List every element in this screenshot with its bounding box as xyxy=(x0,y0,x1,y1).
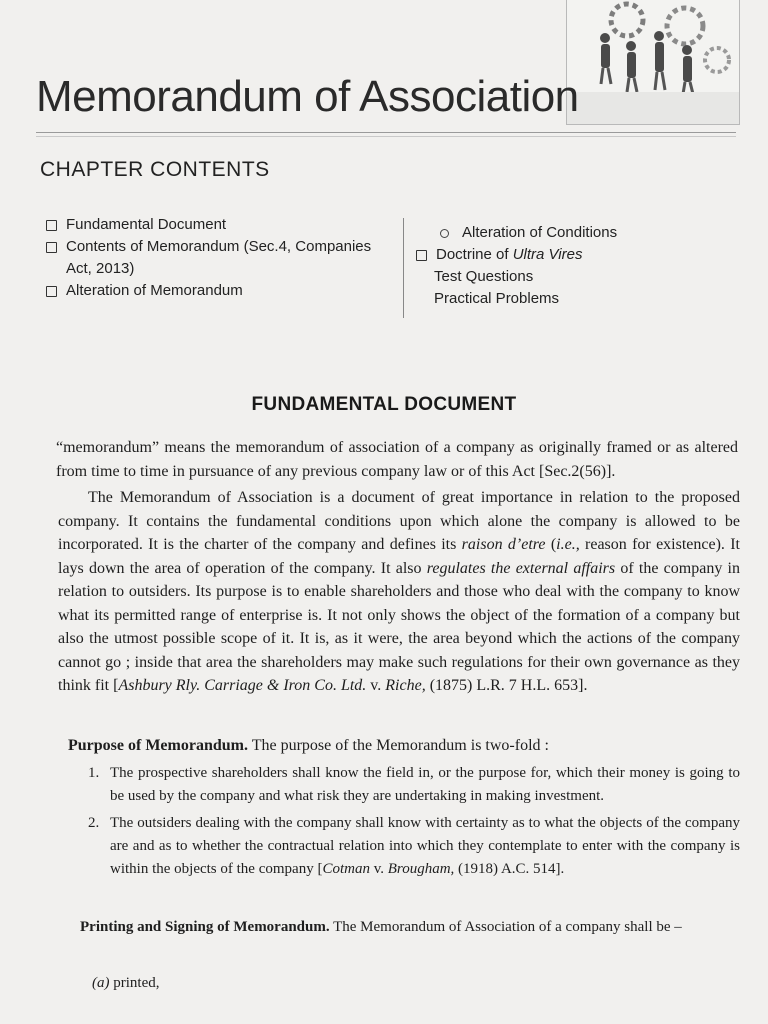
text-run: v. xyxy=(369,861,388,877)
text-run: (1875) L.R. 7 H.L. 653]. xyxy=(425,677,588,694)
case-citation: Riche, xyxy=(385,677,426,694)
chapter-photo xyxy=(566,0,740,125)
toc-item-label: Practical Problems xyxy=(434,290,560,307)
toc-divider xyxy=(403,218,404,318)
toc-item xyxy=(414,244,694,266)
toc-item-label: Alteration of Memorandum xyxy=(66,282,243,299)
purpose-list xyxy=(82,762,740,885)
page-title: Memorandum of Association xyxy=(36,72,579,121)
text-run: printed, xyxy=(109,975,160,991)
toc-item xyxy=(44,236,399,280)
toc-item-label: Alteration of Conditions xyxy=(462,224,618,241)
purpose-paragraph xyxy=(68,734,738,758)
toc-left-column xyxy=(44,214,399,302)
case-citation: Brougham, xyxy=(387,861,455,877)
toc-item xyxy=(44,214,399,236)
toc-item-label-italic: Ultra Vires xyxy=(512,246,583,263)
body-paragraph xyxy=(58,486,740,698)
checkbox-bullet-icon xyxy=(416,250,427,261)
title-rule xyxy=(36,132,736,133)
chapter-contents-heading: CHAPTER CONTENTS xyxy=(40,158,270,181)
case-citation: Ashbury Rly. Carriage & Iron Co. Ltd. xyxy=(118,677,367,694)
toc-item-label: Fundamental Document xyxy=(66,216,227,233)
toc-item-label: Contents of Memorandum (Sec.4, Companies Act, 2013) xyxy=(66,238,372,277)
checkbox-bullet-icon xyxy=(46,242,57,253)
list-item-text: The outsiders dealing with the company shall know with certainty as to what the objects of the company are and as to whether the contractual relation into which they contemplate to enter with the company is within the objects of the company [ xyxy=(110,815,740,877)
text-run: of the company in relation to outsiders. Its purpose is to enable shareholders and those who deal with the company to know what its permitted range of enterprise is. It not only shows the object of the formation of a company but also the utmost possible scope of it. It is, as it were, the area beyond which the actions of the company cannot go ; inside that area the shareholders may make such regulations for their own governance as they think fit [ xyxy=(58,559,741,694)
printing-paragraph xyxy=(80,916,740,940)
toc-item xyxy=(44,280,399,302)
text-run: The purpose of the Memorandum is two-fold : xyxy=(247,737,549,754)
text-run: ( xyxy=(545,536,557,553)
section-heading: FUNDAMENTAL DOCUMENT xyxy=(251,394,517,415)
list-item-text: The prospective shareholders shall know the field in, or the purpose for, which their money is going to be used by the company and what risk they are undertaking in making investment. xyxy=(110,765,740,804)
checkbox-bullet-icon xyxy=(46,286,57,297)
toc-item xyxy=(414,288,694,310)
toc-item-label: Doctrine of xyxy=(436,246,513,263)
list-number: 1. xyxy=(88,765,100,781)
item-label: (a) xyxy=(92,975,110,991)
printing-heading: Printing and Signing of Memorandum. xyxy=(80,919,330,935)
purpose-heading: Purpose of Memorandum. xyxy=(68,737,248,754)
text-run: reason for existence). It lays down the area of operation of the company. It also xyxy=(58,536,741,577)
list-number: 2. xyxy=(88,815,100,831)
text-run: (1918) A.C. 514]. xyxy=(454,861,565,877)
italic-run: regulates the external affairs xyxy=(426,559,616,577)
circle-bullet-icon xyxy=(440,229,449,238)
people-gears-illustration xyxy=(567,0,739,124)
toc-item xyxy=(414,266,694,288)
printed-item xyxy=(92,972,160,996)
text-run: v. xyxy=(366,677,386,694)
title-rule-secondary xyxy=(36,136,736,137)
definition-paragraph: “memorandum” means the memorandum of association of a company as originally framed or as altered from time to time in pursuance of any previous company law or of this Act [Sec.2(56)]. xyxy=(56,439,738,480)
toc-item-label: Test Questions xyxy=(434,268,534,285)
italic-run: raison d’etre xyxy=(461,536,546,553)
list-item xyxy=(82,812,740,881)
text-run: The Memorandum of Association of a company shall be – xyxy=(329,919,682,935)
italic-run: i.e., xyxy=(556,536,580,553)
toc-item xyxy=(414,222,694,244)
list-item xyxy=(82,762,740,808)
checkbox-bullet-icon xyxy=(46,220,57,231)
text-run: The Memorandum of Association is a document of great importance in relation to the proposed company. It contains the fundamental conditions upon which alone the company is allowed to be incorporated. It is the charter of the company and defines its xyxy=(58,489,740,553)
case-citation: Cotman xyxy=(322,861,370,877)
toc-right-column xyxy=(414,222,694,310)
